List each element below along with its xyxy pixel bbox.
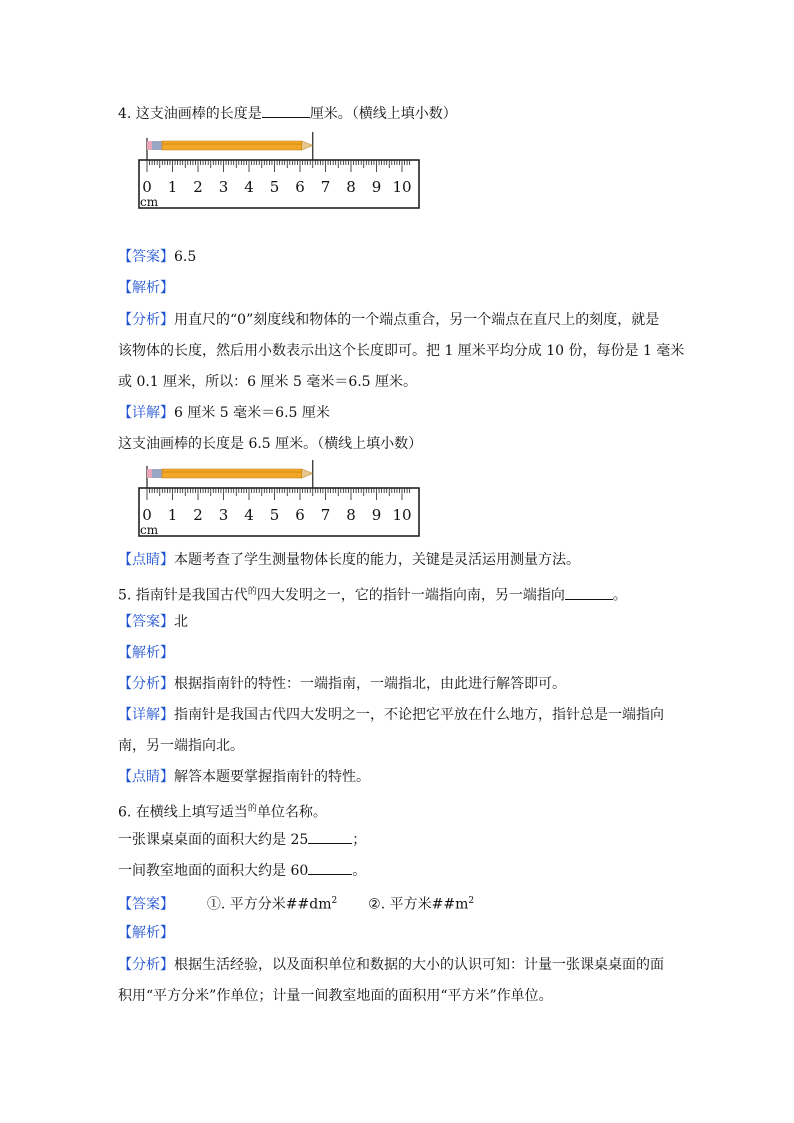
xiangjie-label: 【详解】: [118, 405, 174, 421]
ruler-number: 0: [142, 506, 152, 524]
q5-fenxi: [118, 674, 566, 694]
q5-xiangjie-line2: [118, 736, 244, 756]
xiangjie-text: 这支油画棒的长度是 6.5 厘米。（横线上填小数）: [118, 436, 423, 452]
answer-1-number: ①: [206, 896, 221, 913]
crayon-body: [162, 141, 302, 150]
q5-prompt-sup: 的: [247, 587, 257, 597]
dianjing-text: 解答本题要掌握指南针的特性。: [174, 769, 370, 785]
q5-analysis-heading: [118, 643, 174, 663]
answer-label: 【答案】: [118, 249, 174, 265]
q6-fenxi: [118, 955, 664, 975]
ruler-number: 1: [167, 506, 178, 524]
q4-xiangjie-line2: [118, 434, 422, 454]
ruler-unit-label: cm: [140, 195, 159, 209]
answer-1-sup: 2: [331, 896, 338, 906]
xiangjie-text: 南，另一端指向北。: [118, 738, 244, 754]
fenxi-text: 根据指南针的特性：一端指南，一端指北，由此进行解答即可。: [174, 676, 566, 692]
q4-xiangjie: [118, 403, 330, 423]
answer-label: 【答案】: [118, 896, 174, 913]
crayon-ferrule: [152, 141, 162, 150]
q4-prompt-suffix: 厘米。（横线上填小数）: [309, 106, 457, 122]
q5-prompt-text: 四大发明之一，它的指针一端指向南，另一端指向: [256, 587, 565, 604]
fenxi-text: 积用“平方分米”作单位；计量一间教室地面的面积用“平方米”作单位。: [118, 988, 553, 1004]
dianjing-label: 【点睛】: [118, 552, 174, 568]
ruler-number: 10: [392, 178, 412, 196]
ruler-number: 9: [371, 506, 382, 524]
ruler-number: 0: [142, 178, 152, 196]
ruler-figure-1: [138, 132, 422, 210]
analysis-label: 【解析】: [118, 925, 174, 941]
ruler-number: 7: [320, 178, 331, 196]
q6-prompt-sup: 的: [247, 804, 257, 814]
ruler-number: 9: [371, 178, 382, 196]
fenxi-label: 【分析】: [118, 676, 174, 692]
ruler-number: 6: [295, 506, 305, 524]
answer-2-text: . 平方米##m: [380, 896, 469, 913]
q4-prompt: [118, 103, 457, 124]
ruler-with-crayon: [138, 460, 422, 538]
fenxi-text: 根据生活经验，以及面积单位和数据的大小的认识可知：计量一张课桌桌面的面: [174, 957, 664, 973]
q6-blank-2: [308, 860, 352, 875]
answer-2-sup: 2: [468, 896, 475, 906]
ruler-number: 1: [167, 178, 178, 196]
ruler-figure-2: [138, 460, 422, 538]
ruler-number: 6: [295, 178, 305, 196]
fenxi-label: 【分析】: [118, 312, 174, 328]
q6-line2: [118, 860, 366, 881]
q6-line2-end: 。: [352, 863, 367, 879]
ruler-with-crayon: [138, 132, 422, 210]
analysis-label: 【解析】: [118, 280, 174, 296]
q6-prompt: [118, 799, 327, 823]
q6-prompt-text: 6. 在横线上填写适当: [118, 804, 248, 821]
ruler-number: 8: [346, 506, 356, 524]
dianjing-text: 本题考查了学生测量物体长度的能力，关键是灵活运用测量方法。: [174, 552, 580, 568]
crayon-ferrule: [152, 469, 162, 478]
crayon-tip: [302, 141, 313, 150]
xiangjie-label: 【详解】: [118, 707, 174, 723]
answer-1-text: . 平方分米##dm: [220, 896, 332, 913]
answer-2-number: ②: [368, 896, 381, 913]
q6-line1-text: 一张课桌桌面的面积大约是 25: [118, 832, 309, 848]
crayon-tip: [302, 469, 313, 478]
q5-dianjing: [118, 767, 370, 787]
ruler-unit-label: cm: [140, 523, 159, 537]
crayon-body: [162, 469, 302, 478]
ruler-number: 4: [244, 506, 254, 524]
q5-prompt-text: 5. 指南针是我国古代: [118, 587, 248, 604]
answer-value: 北: [174, 614, 188, 630]
ruler-number: 2: [193, 506, 203, 524]
answer-label: 【答案】: [118, 614, 174, 630]
q5-prompt-end: 。: [612, 587, 627, 604]
ruler-number: 7: [320, 506, 331, 524]
q4-prompt-text: 4. 这支油画棒的长度是: [118, 106, 262, 122]
q4-answer-blank: [262, 103, 310, 118]
q4-fenxi-line1: [118, 310, 659, 330]
ruler-number: 8: [346, 178, 356, 196]
q6-line1-end: ；: [352, 832, 367, 848]
analysis-label: 【解析】: [118, 645, 174, 661]
fenxi-text: 用直尺的“0”刻度线和物体的一个端点重合，另一个端点在直尺上的刻度，就是: [174, 312, 660, 328]
q5-xiangjie: [118, 705, 664, 725]
ruler-number: 5: [269, 506, 280, 524]
xiangjie-text: 指南针是我国古代四大发明之一，不论把它平放在什么地方，指针总是一端指向: [174, 707, 664, 723]
q4-dianjing: [118, 550, 580, 570]
fenxi-text: 该物体的长度，然后用小数表示出这个长度即可。把 1 厘米平均分成 10 份，每份是 1 毫米: [118, 343, 685, 359]
fenxi-text: 或 0.1 厘米，所以：6 厘米 5 毫米＝6.5 厘米。: [118, 374, 418, 390]
q6-blank-1: [308, 829, 352, 844]
q4-analysis-heading: [118, 278, 174, 298]
ruler-number: 2: [193, 178, 203, 196]
q5-answer-blank: [565, 585, 613, 600]
ruler-number: 3: [218, 178, 229, 196]
answer-value: 6.5: [174, 249, 197, 265]
q5-answer: [118, 612, 188, 632]
ruler-number: 3: [218, 506, 229, 524]
ruler-number: 4: [244, 178, 254, 196]
q4-fenxi-line2: [118, 341, 684, 361]
dianjing-label: 【点睛】: [118, 769, 174, 785]
q6-line2-text: 一间教室地面的面积大约是 60: [118, 863, 309, 879]
q6-fenxi-line2: [118, 986, 553, 1006]
fenxi-label: 【分析】: [118, 957, 174, 973]
q5-prompt: [118, 582, 627, 606]
q6-analysis-heading: [118, 923, 174, 943]
ruler-number: 10: [392, 506, 412, 524]
xiangjie-text: 6 厘米 5 毫米＝6.5 厘米: [174, 405, 330, 421]
q6-prompt-text: 单位名称。: [256, 804, 327, 821]
crayon-eraser: [147, 141, 152, 150]
q6-answer: [118, 891, 474, 915]
crayon-eraser: [147, 469, 152, 478]
q4-answer: [118, 247, 196, 267]
q6-line1: [118, 829, 366, 850]
ruler-number: 5: [269, 178, 280, 196]
q4-fenxi-line3: [118, 372, 417, 392]
